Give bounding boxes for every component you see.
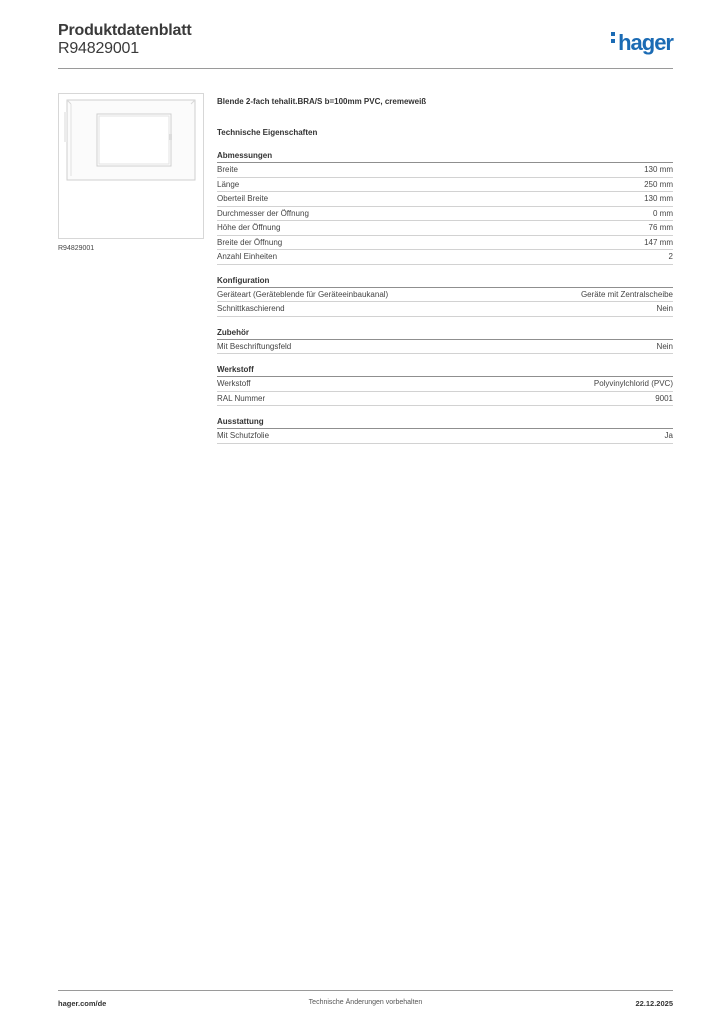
property-label: Schnittkaschierend [217,304,285,313]
section-werkstoff [217,364,673,406]
product-image [58,93,204,239]
property-value: Geräte mit Zentralscheibe [580,289,673,299]
property-label: Höhe der Öffnung [217,223,281,232]
property-value: 0 mm [653,208,673,218]
property-label: Breite [217,165,238,174]
hager-logo[interactable] [611,30,673,56]
technical-properties-heading: Technische Eigenschaften [217,128,318,137]
footer-website[interactable]: hager.com/de [58,999,107,1008]
footer-notice: Technische Änderungen vorbehalten [308,999,423,1006]
property-value: Nein [656,304,673,313]
property-label: Mit Schutzfolie [217,431,270,440]
property-row [217,302,673,317]
property-row [217,192,673,207]
property-label: Mit Beschriftungsfeld [217,341,292,351]
product-details [217,96,673,444]
section-abmessungen [217,150,673,265]
cover-plate-drawing-icon [59,94,203,238]
page-footer [58,990,673,1011]
property-row [217,163,673,178]
property-value: 250 mm [644,179,673,189]
product-name: Blende 2-fach tehalit.BRA/S b=100mm PVC, cremeweiß [217,97,427,106]
footer-date: 22.12.2025 [635,999,673,1008]
document-title: Produktdatenblatt [58,22,192,39]
property-row [217,377,673,392]
property-value: Polyvinylchlorid (PVC) [593,379,673,388]
section-title: Werkstoff [217,364,673,377]
property-row [217,221,673,236]
property-value: 130 mm [644,194,673,203]
logo-dots-icon [611,32,616,46]
property-row [217,429,673,444]
section-title: Ausstattung [217,416,673,429]
property-value: 147 mm [644,237,673,247]
property-label: RAL Nummer [217,393,266,403]
property-value: 2 [668,252,673,261]
property-row [217,392,673,407]
property-label: Oberteil Breite [217,194,269,203]
page-header [58,20,673,69]
section-title: Konfiguration [217,275,673,288]
property-label: Breite der Öffnung [217,237,283,247]
section-title: Zubehör [217,327,673,340]
property-value: 76 mm [648,223,673,232]
property-value: 9001 [655,393,673,403]
property-row [217,207,673,222]
section-konfiguration [217,275,673,317]
property-row [217,340,673,355]
property-label: Werkstoff [217,379,251,388]
property-row [217,178,673,193]
section-title: Abmessungen [217,150,673,163]
property-sections [217,150,673,444]
product-number: R94829001 [58,40,139,57]
section-ausstattung [217,416,673,444]
property-value: Nein [656,341,673,351]
property-row [217,288,673,303]
logo-text: hager [618,30,673,55]
property-label: Länge [217,179,240,189]
property-value: Ja [664,431,673,440]
section-zubehör [217,327,673,355]
property-row [217,250,673,265]
property-value: 130 mm [644,165,673,174]
property-label: Geräteart (Geräteblende für Geräteeinbaukanal) [217,289,389,299]
image-caption: R94829001 [58,245,95,252]
property-label: Durchmesser der Öffnung [217,208,309,218]
property-label: Anzahl Einheiten [217,252,278,261]
property-row [217,236,673,251]
